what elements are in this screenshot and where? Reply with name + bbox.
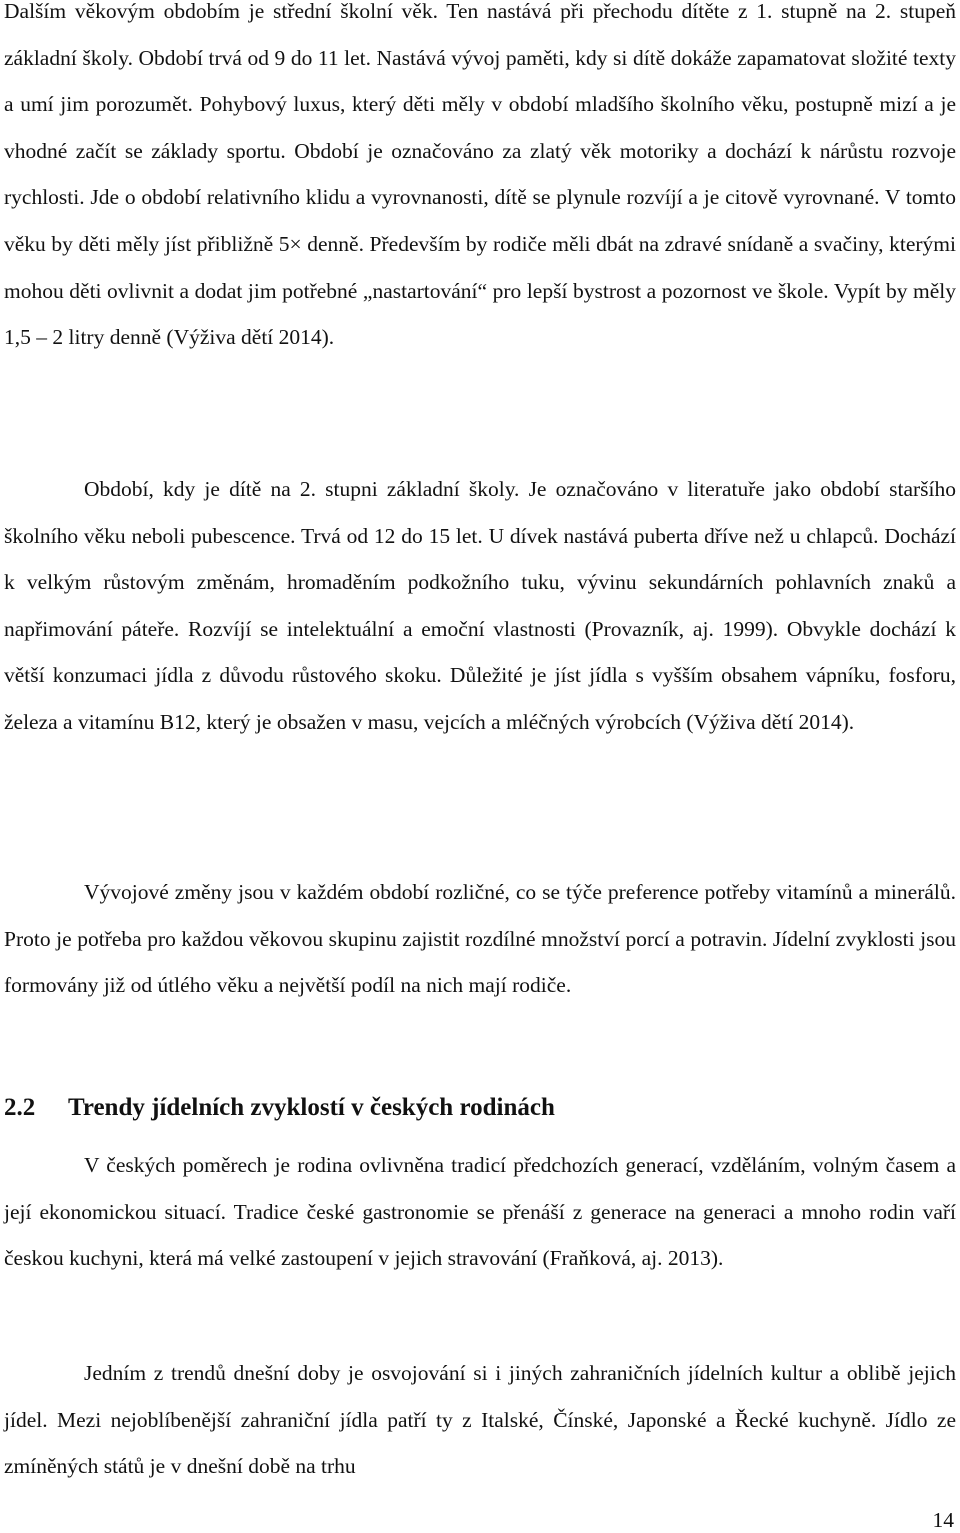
paragraph-foreign-cuisines: Jedním z trendů dnešní doby je osvojování si i jiných zahraničních jídelních kultur a oblibě jejich jídel. Mezi nejoblíbenější zahraniční jídla patří ty z Italské, Čínské, Japonské a Řecké kuchyně. Jídlo ze zmíněných států je v dnešní době na trhu bbox=[4, 1361, 956, 1479]
section-title: Trendy jídelních zvyklostí v českých rodinách bbox=[68, 1094, 555, 1121]
paragraph-developmental-changes: Vývojové změny jsou v každém období rozličné, co se týče preference potřeby vitamínů a minerálů. Proto je potřeba pro každou věkovou skupinu zajistit rozdílné množství porcí a potravin. Jídelní zvyklosti jsou formovány již od útlého věku a největší podíl na nich mají rodiče. bbox=[4, 880, 956, 998]
section-number: 2.2 bbox=[4, 1094, 36, 1121]
paragraph-older-school-age: Období, kdy je dítě na 2. stupni základní školy. Je označováno v literatuře jako období staršího školního věku neboli pubescence. Trvá od 12 do 15 let. U dívek nastává puberta dříve než u chlapců. Dochází k velkým růstovým změnám, hromaděním podkožního tuku, vývinu sekundárních pohlavních znaků a napřimování páteře. Rozvíjí se intelektuální a emoční vlastnosti (Provazník, aj. 1999). Obvykle dochází k větší konzumaci jídla z důvodu růstového skoku. Důležité je jíst jídla s vyšším obsahem vápníku, fosforu, železa a vitamínu B12, který je obsažen v masu, vejcích a mléčných výrobcích (Výživa dětí 2014). bbox=[4, 477, 956, 734]
paragraph-czech-traditions: V českých poměrech je rodina ovlivněna tradicí předchozích generací, vzděláním, volným časem a její ekonomickou situací. Tradice české gastronomie se přenáší z generace na generaci a mnoho rodin vaří českou kuchyni, která má velké zastoupení v jejich stravování (Fraňková, aj. 2013). bbox=[4, 1153, 956, 1271]
page-number: 14 bbox=[932, 1508, 954, 1532]
paragraph-middle-school-age: Dalším věkovým obdobím je střední školní věk. Ten nastává při přechodu dítěte z 1. stupně na 2. stupeň základní školy. Období trvá od 9 do 11 let. Nastává vývoj paměti, kdy si dítě dokáže zapamatovat složité texty a umí jim porozumět. Pohybový luxus, který děti měly v období mladšího školního věku, postupně mizí a je vhodné začít se základy sportu. Období je označováno za zlatý věk motoriky a dochází k nárůstu rozvoje rychlosti. Jde o období relativního klidu a vyrovnanosti, dítě se plynule rozvíjí a je citově vyrovnané. V tomto věku by děti měly jíst přibližně 5× denně. Především by rodiče měli dbát na zdravé snídaně a svačiny, kterými mohou děti ovlivnit a dodat jim potřebné „nastartování“ pro lepší bystrost a pozornost ve škole. Vypít by měly 1,5 – 2 litry denně (Výživa dětí 2014). bbox=[4, 0, 956, 350]
section-heading bbox=[4, 1085, 555, 1131]
